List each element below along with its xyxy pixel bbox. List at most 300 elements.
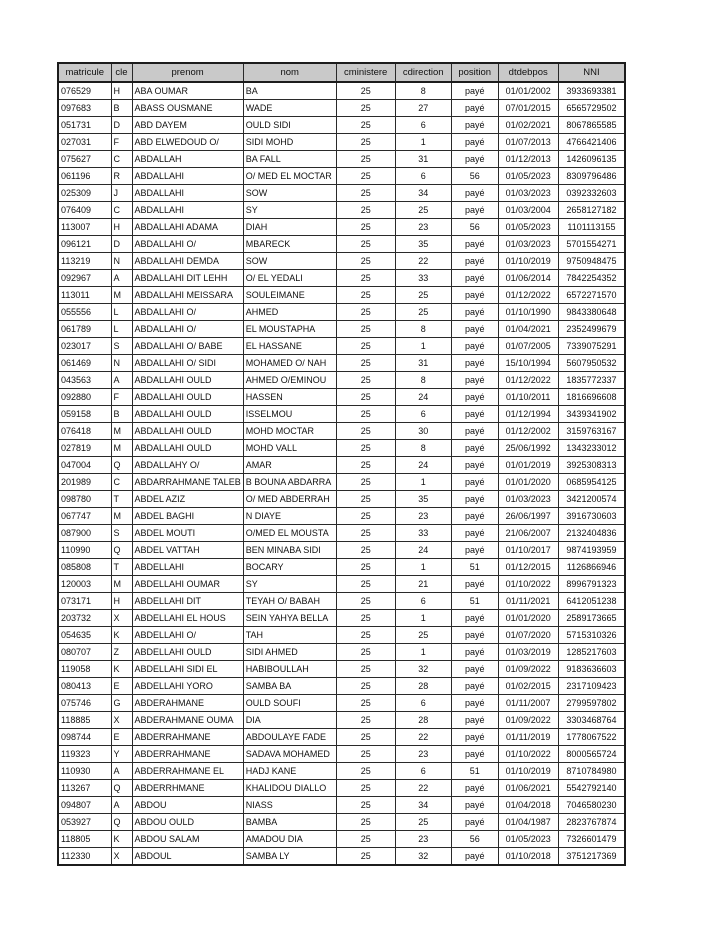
cell-matricule: 097683	[58, 100, 111, 117]
cell-position: payé	[451, 389, 498, 406]
cell-cdirection: 23	[395, 219, 451, 236]
cell-nom: BA	[243, 82, 336, 100]
cell-cle: J	[111, 185, 132, 202]
cell-nni: 5607950532	[558, 355, 625, 372]
cell-cle: X	[111, 848, 132, 866]
cell-cdirection: 8	[395, 372, 451, 389]
cell-prenom: ABDEL AZIZ	[132, 491, 243, 508]
cell-nom: KHALIDOU DIALLO	[243, 780, 336, 797]
cell-nom: SY	[243, 576, 336, 593]
cell-cdirection: 30	[395, 423, 451, 440]
cell-nom: O/MED EL MOUSTA	[243, 525, 336, 542]
cell-matricule: 076418	[58, 423, 111, 440]
table-row	[58, 508, 625, 525]
cell-position: payé	[451, 848, 498, 866]
table-row	[58, 168, 625, 185]
cell-position: 51	[451, 559, 498, 576]
cell-prenom: ABDALLAHI	[132, 185, 243, 202]
table-row	[58, 644, 625, 661]
cell-dtdebpos: 07/01/2015	[498, 100, 558, 117]
cell-prenom: ABDALLAHI O/ SIDI	[132, 355, 243, 372]
table-row	[58, 202, 625, 219]
cell-cministere: 25	[336, 321, 395, 338]
cell-matricule: 061789	[58, 321, 111, 338]
cell-cle: A	[111, 372, 132, 389]
cell-nom: MBARECK	[243, 236, 336, 253]
cell-nni: 8067865585	[558, 117, 625, 134]
cell-prenom: ABDELLAHI	[132, 559, 243, 576]
table-row	[58, 253, 625, 270]
cell-position: payé	[451, 525, 498, 542]
cell-nni: 7842254352	[558, 270, 625, 287]
cell-cle: C	[111, 474, 132, 491]
cell-nom: SAMBA BA	[243, 678, 336, 695]
cell-cministere: 25	[336, 542, 395, 559]
cell-dtdebpos: 01/01/2019	[498, 457, 558, 474]
table-row	[58, 423, 625, 440]
cell-dtdebpos: 01/01/2002	[498, 82, 558, 100]
cell-prenom: ABDELLAHI O/	[132, 627, 243, 644]
cell-dtdebpos: 26/06/1997	[498, 508, 558, 525]
cell-cministere: 25	[336, 134, 395, 151]
column-header-cministere: cministere	[336, 63, 395, 82]
cell-cle: N	[111, 253, 132, 270]
cell-cle: F	[111, 134, 132, 151]
cell-cle: K	[111, 661, 132, 678]
cell-position: payé	[451, 712, 498, 729]
cell-cle: T	[111, 491, 132, 508]
cell-position: payé	[451, 134, 498, 151]
cell-nni: 2352499679	[558, 321, 625, 338]
cell-cdirection: 6	[395, 695, 451, 712]
table-row	[58, 117, 625, 134]
cell-cdirection: 22	[395, 253, 451, 270]
cell-matricule: 061196	[58, 168, 111, 185]
cell-prenom: ABDEL BAGHI	[132, 508, 243, 525]
cell-cministere: 25	[336, 593, 395, 610]
cell-nni: 9750948475	[558, 253, 625, 270]
cell-matricule: 075627	[58, 151, 111, 168]
cell-nom: SIDI AHMED	[243, 644, 336, 661]
cell-matricule: 061469	[58, 355, 111, 372]
cell-prenom: ABDALLAHI O/	[132, 236, 243, 253]
cell-dtdebpos: 01/10/1990	[498, 304, 558, 321]
cell-cministere: 25	[336, 780, 395, 797]
cell-prenom: ABDEL VATTAH	[132, 542, 243, 559]
cell-cministere: 25	[336, 491, 395, 508]
cell-cministere: 25	[336, 355, 395, 372]
cell-matricule: 203732	[58, 610, 111, 627]
cell-prenom: ABDELLAHI YORO	[132, 678, 243, 695]
cell-cdirection: 1	[395, 610, 451, 627]
cell-prenom: ABDERAHMANE OUMA	[132, 712, 243, 729]
cell-dtdebpos: 01/11/2021	[498, 593, 558, 610]
cell-matricule: 075746	[58, 695, 111, 712]
cell-matricule: 053927	[58, 814, 111, 831]
cell-prenom: ABDALLAHI O/ BABE	[132, 338, 243, 355]
table-row	[58, 100, 625, 117]
cell-nom: OULD SOUFI	[243, 695, 336, 712]
cell-cdirection: 27	[395, 100, 451, 117]
table-row	[58, 729, 625, 746]
cell-dtdebpos: 01/05/2023	[498, 831, 558, 848]
cell-cdirection: 34	[395, 185, 451, 202]
cell-nni: 3439341902	[558, 406, 625, 423]
cell-cle: H	[111, 593, 132, 610]
cell-nni: 2589173665	[558, 610, 625, 627]
cell-matricule: 201989	[58, 474, 111, 491]
cell-cministere: 25	[336, 576, 395, 593]
cell-cministere: 25	[336, 423, 395, 440]
table-row	[58, 372, 625, 389]
cell-nni: 2823767874	[558, 814, 625, 831]
cell-position: payé	[451, 576, 498, 593]
cell-position: 56	[451, 168, 498, 185]
cell-nni: 6565729502	[558, 100, 625, 117]
cell-nom: EL MOUSTAPHA	[243, 321, 336, 338]
cell-cministere: 25	[336, 508, 395, 525]
cell-prenom: ABDOU	[132, 797, 243, 814]
cell-cdirection: 8	[395, 440, 451, 457]
cell-dtdebpos: 01/10/2022	[498, 576, 558, 593]
cell-nom: OULD SIDI	[243, 117, 336, 134]
table-row	[58, 661, 625, 678]
cell-prenom: ABDELLAHI EL HOUS	[132, 610, 243, 627]
cell-matricule: 073171	[58, 593, 111, 610]
cell-nni: 2317109423	[558, 678, 625, 695]
cell-matricule: 047004	[58, 457, 111, 474]
cell-cle: B	[111, 100, 132, 117]
cell-dtdebpos: 01/03/2023	[498, 236, 558, 253]
cell-matricule: 119323	[58, 746, 111, 763]
cell-cle: S	[111, 525, 132, 542]
cell-prenom: ABDALLAHI MEISSARA	[132, 287, 243, 304]
table-row	[58, 712, 625, 729]
cell-cdirection: 6	[395, 406, 451, 423]
cell-cle: E	[111, 678, 132, 695]
cell-nom: SOULEIMANE	[243, 287, 336, 304]
table-row	[58, 780, 625, 797]
cell-nni: 7326601479	[558, 831, 625, 848]
cell-position: payé	[451, 287, 498, 304]
table-row	[58, 82, 625, 100]
cell-dtdebpos: 01/10/2019	[498, 253, 558, 270]
cell-position: payé	[451, 338, 498, 355]
cell-matricule: 098744	[58, 729, 111, 746]
cell-cministere: 25	[336, 678, 395, 695]
table-row	[58, 610, 625, 627]
cell-cdirection: 32	[395, 661, 451, 678]
cell-matricule: 096121	[58, 236, 111, 253]
cell-cdirection: 22	[395, 729, 451, 746]
cell-cdirection: 35	[395, 491, 451, 508]
cell-cministere: 25	[336, 848, 395, 866]
cell-dtdebpos: 01/10/2019	[498, 763, 558, 780]
cell-cdirection: 1	[395, 644, 451, 661]
cell-cle: M	[111, 440, 132, 457]
cell-position: payé	[451, 406, 498, 423]
cell-cle: Q	[111, 780, 132, 797]
cell-dtdebpos: 01/05/2023	[498, 168, 558, 185]
cell-nni: 2658127182	[558, 202, 625, 219]
table-row	[58, 525, 625, 542]
cell-position: payé	[451, 82, 498, 100]
cell-cdirection: 31	[395, 151, 451, 168]
table-row	[58, 304, 625, 321]
table-row	[58, 746, 625, 763]
cell-matricule: 113267	[58, 780, 111, 797]
cell-prenom: ABDARRAHMANE TALEB	[132, 474, 243, 491]
cell-cministere: 25	[336, 236, 395, 253]
cell-position: 56	[451, 219, 498, 236]
cell-cdirection: 22	[395, 780, 451, 797]
cell-nom: O/ MED ABDERRAH	[243, 491, 336, 508]
cell-nom: BEN MINABA SIDI	[243, 542, 336, 559]
cell-cdirection: 31	[395, 355, 451, 372]
cell-nni: 0392332603	[558, 185, 625, 202]
cell-nni: 3421200574	[558, 491, 625, 508]
table-row	[58, 474, 625, 491]
cell-nni: 9874193959	[558, 542, 625, 559]
cell-position: payé	[451, 474, 498, 491]
cell-cministere: 25	[336, 287, 395, 304]
cell-cle: G	[111, 695, 132, 712]
cell-cle: F	[111, 389, 132, 406]
cell-cministere: 25	[336, 219, 395, 236]
cell-nni: 0685954125	[558, 474, 625, 491]
cell-prenom: ABDERRAHMANE	[132, 729, 243, 746]
cell-cministere: 25	[336, 644, 395, 661]
cell-cministere: 25	[336, 304, 395, 321]
cell-cministere: 25	[336, 763, 395, 780]
cell-nom: WADE	[243, 100, 336, 117]
cell-cministere: 25	[336, 202, 395, 219]
cell-cministere: 25	[336, 712, 395, 729]
cell-dtdebpos: 01/12/2022	[498, 372, 558, 389]
cell-nni: 8000565724	[558, 746, 625, 763]
cell-matricule: 027819	[58, 440, 111, 457]
cell-nom: SADAVA MOHAMED	[243, 746, 336, 763]
cell-nom: ISSELMOU	[243, 406, 336, 423]
cell-nom: EL HASSANE	[243, 338, 336, 355]
cell-cle: Q	[111, 814, 132, 831]
cell-cministere: 25	[336, 253, 395, 270]
cell-position: payé	[451, 661, 498, 678]
cell-dtdebpos: 01/04/2021	[498, 321, 558, 338]
cell-cministere: 25	[336, 525, 395, 542]
cell-matricule: 098780	[58, 491, 111, 508]
cell-nni: 2799597802	[558, 695, 625, 712]
cell-prenom: ABDEL MOUTI	[132, 525, 243, 542]
cell-nom: BOCARY	[243, 559, 336, 576]
cell-dtdebpos: 01/12/2022	[498, 287, 558, 304]
cell-position: payé	[451, 423, 498, 440]
cell-dtdebpos: 01/04/1987	[498, 814, 558, 831]
cell-cle: X	[111, 712, 132, 729]
column-header-nni: NNI	[558, 63, 625, 82]
table-row	[58, 576, 625, 593]
cell-position: payé	[451, 117, 498, 134]
cell-cdirection: 6	[395, 763, 451, 780]
cell-dtdebpos: 01/10/2022	[498, 746, 558, 763]
cell-nom: MOHAMED O/ NAH	[243, 355, 336, 372]
cell-cle: M	[111, 576, 132, 593]
cell-nom: SAMBA LY	[243, 848, 336, 866]
cell-matricule: 118805	[58, 831, 111, 848]
cell-cle: Q	[111, 542, 132, 559]
table-row	[58, 389, 625, 406]
cell-dtdebpos: 01/11/2019	[498, 729, 558, 746]
cell-cle: Z	[111, 644, 132, 661]
cell-prenom: ABDALLAHI O/	[132, 321, 243, 338]
cell-cministere: 25	[336, 695, 395, 712]
cell-nom: AHMED O/EMINOU	[243, 372, 336, 389]
cell-nni: 6572271570	[558, 287, 625, 304]
cell-nom: MOHD VALL	[243, 440, 336, 457]
cell-nni: 1816696608	[558, 389, 625, 406]
column-header-matricule: matricule	[58, 63, 111, 82]
cell-prenom: ABDOUL	[132, 848, 243, 866]
cell-nni: 1778067522	[558, 729, 625, 746]
cell-matricule: 113011	[58, 287, 111, 304]
cell-matricule: 092880	[58, 389, 111, 406]
cell-cdirection: 33	[395, 270, 451, 287]
cell-position: payé	[451, 644, 498, 661]
cell-matricule: 055556	[58, 304, 111, 321]
cell-dtdebpos: 01/02/2021	[498, 117, 558, 134]
cell-dtdebpos: 01/03/2023	[498, 185, 558, 202]
cell-nni: 3303468764	[558, 712, 625, 729]
cell-cle: L	[111, 304, 132, 321]
cell-nni: 9183636603	[558, 661, 625, 678]
cell-cdirection: 24	[395, 542, 451, 559]
cell-nni: 1343233012	[558, 440, 625, 457]
cell-cministere: 25	[336, 117, 395, 134]
cell-position: payé	[451, 695, 498, 712]
cell-dtdebpos: 21/06/2007	[498, 525, 558, 542]
table-row	[58, 559, 625, 576]
cell-cministere: 25	[336, 338, 395, 355]
cell-matricule: 080707	[58, 644, 111, 661]
column-header-position: position	[451, 63, 498, 82]
cell-prenom: ABDALLAHI DEMDA	[132, 253, 243, 270]
cell-nom: HABIBOULLAH	[243, 661, 336, 678]
cell-matricule: 054635	[58, 627, 111, 644]
cell-dtdebpos: 01/07/2020	[498, 627, 558, 644]
cell-cministere: 25	[336, 610, 395, 627]
cell-prenom: ABDALLAHI O/	[132, 304, 243, 321]
cell-nni: 1101113155	[558, 219, 625, 236]
table-row	[58, 627, 625, 644]
cell-cle: B	[111, 406, 132, 423]
cell-cdirection: 8	[395, 82, 451, 100]
cell-cdirection: 24	[395, 389, 451, 406]
cell-cle: K	[111, 627, 132, 644]
cell-cministere: 25	[336, 627, 395, 644]
table-row	[58, 678, 625, 695]
personnel-table	[57, 62, 626, 866]
cell-cle: R	[111, 168, 132, 185]
cell-cdirection: 23	[395, 746, 451, 763]
cell-nni: 5701554271	[558, 236, 625, 253]
cell-cle: L	[111, 321, 132, 338]
cell-prenom: ABDALLAHI OULD	[132, 440, 243, 457]
cell-cle: A	[111, 763, 132, 780]
table-row	[58, 457, 625, 474]
cell-cle: C	[111, 151, 132, 168]
cell-cle: Y	[111, 746, 132, 763]
cell-prenom: ABDALLAHI OULD	[132, 389, 243, 406]
table-row	[58, 219, 625, 236]
cell-position: payé	[451, 678, 498, 695]
cell-dtdebpos: 01/10/2018	[498, 848, 558, 866]
table-row	[58, 797, 625, 814]
cell-cdirection: 1	[395, 474, 451, 491]
cell-matricule: 094807	[58, 797, 111, 814]
cell-cdirection: 6	[395, 117, 451, 134]
cell-cdirection: 24	[395, 457, 451, 474]
cell-cle: X	[111, 610, 132, 627]
cell-prenom: ABD DAYEM	[132, 117, 243, 134]
cell-nom: DIA	[243, 712, 336, 729]
cell-cle: K	[111, 831, 132, 848]
cell-nom: O/ MED EL MOCTAR	[243, 168, 336, 185]
cell-cdirection: 1	[395, 134, 451, 151]
cell-cle: Q	[111, 457, 132, 474]
cell-cle: A	[111, 270, 132, 287]
cell-nom: BAMBA	[243, 814, 336, 831]
cell-nom: AHMED	[243, 304, 336, 321]
cell-matricule: 023017	[58, 338, 111, 355]
cell-matricule: 051731	[58, 117, 111, 134]
cell-matricule: 092967	[58, 270, 111, 287]
table-body	[58, 82, 625, 865]
column-header-dtdebpos: dtdebpos	[498, 63, 558, 82]
cell-position: payé	[451, 457, 498, 474]
cell-matricule: 043563	[58, 372, 111, 389]
table-header-row	[58, 63, 625, 82]
cell-cdirection: 25	[395, 814, 451, 831]
table-row	[58, 814, 625, 831]
cell-nom: SOW	[243, 185, 336, 202]
cell-cle: D	[111, 117, 132, 134]
cell-cle: M	[111, 287, 132, 304]
cell-matricule: 119058	[58, 661, 111, 678]
cell-position: payé	[451, 100, 498, 117]
table-row	[58, 440, 625, 457]
cell-cle: C	[111, 202, 132, 219]
cell-cle: M	[111, 508, 132, 525]
cell-prenom: ABDOU OULD	[132, 814, 243, 831]
cell-nni: 6412051238	[558, 593, 625, 610]
cell-nom: N DIAYE	[243, 508, 336, 525]
cell-nni: 8309796486	[558, 168, 625, 185]
cell-nom: NIASS	[243, 797, 336, 814]
cell-matricule: 113007	[58, 219, 111, 236]
cell-prenom: ABD ELWEDOUD O/	[132, 134, 243, 151]
cell-dtdebpos: 01/04/2018	[498, 797, 558, 814]
table-row	[58, 848, 625, 866]
cell-cministere: 25	[336, 100, 395, 117]
cell-nom: MOHD MOCTAR	[243, 423, 336, 440]
table-row	[58, 695, 625, 712]
cell-dtdebpos: 01/01/2020	[498, 610, 558, 627]
cell-dtdebpos: 01/12/1994	[498, 406, 558, 423]
cell-prenom: ABDALLAHI ADAMA	[132, 219, 243, 236]
cell-prenom: ABASS OUSMANE	[132, 100, 243, 117]
cell-cdirection: 6	[395, 168, 451, 185]
cell-dtdebpos: 01/10/2011	[498, 389, 558, 406]
